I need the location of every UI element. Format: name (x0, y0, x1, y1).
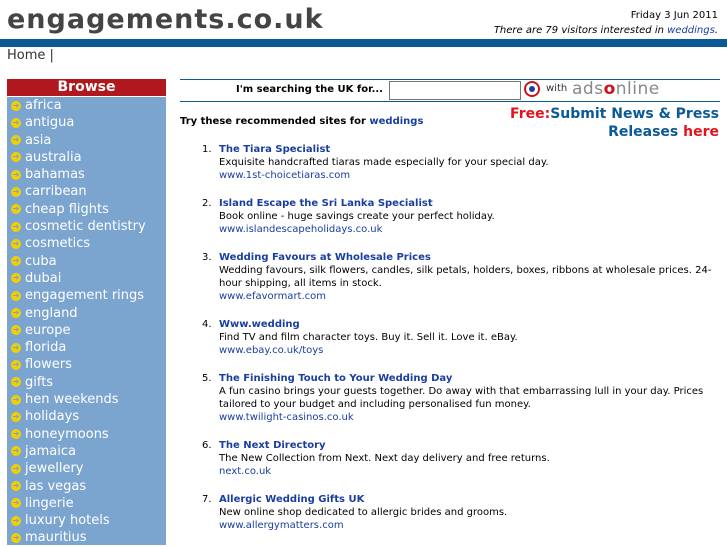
sidebar-item-label[interactable]: cheap flights (25, 201, 109, 217)
result-title-link[interactable]: Island Escape the Sri Lanka Specialist (219, 198, 433, 209)
arrow-icon: ➜ (12, 135, 20, 145)
sidebar-item[interactable] (7, 322, 166, 339)
sidebar-item-label[interactable]: carribean (25, 184, 87, 200)
result-title-link[interactable]: Wedding Favours at Wholesale Prices (219, 252, 431, 263)
result-item (180, 493, 720, 532)
sidebar-item-label[interactable]: australia (25, 149, 82, 165)
sidebar-item-label[interactable]: holidays (25, 409, 80, 425)
sidebar-item[interactable] (7, 408, 166, 425)
sidebar-item-label[interactable]: las vegas (25, 478, 87, 494)
result-item (180, 251, 720, 303)
result-title-link[interactable]: The Finishing Touch to Your Wedding Day (219, 373, 453, 384)
arrow-icon: ➜ (12, 532, 20, 542)
arrow-icon: ➜ (12, 221, 20, 231)
result-number: 7. (202, 494, 212, 505)
sidebar-item[interactable] (7, 218, 166, 235)
arrow-icon: ➜ (12, 342, 20, 352)
result-description: Exquisite handcrafted tiaras made especially for your special day. (219, 157, 549, 168)
visitor-text: There are 79 visitors interested in (493, 25, 668, 36)
site-logo[interactable]: engagements.co.uk (7, 4, 324, 35)
adsonline-logo[interactable] (572, 79, 660, 99)
sidebar-item[interactable] (7, 339, 166, 356)
sidebar-item[interactable] (7, 132, 166, 149)
sidebar-item[interactable] (7, 97, 166, 114)
sidebar-item-label[interactable]: honeymoons (25, 426, 109, 442)
header-info (494, 8, 718, 38)
visitor-period: . (714, 25, 718, 36)
category-list (7, 97, 166, 545)
sidebar-item[interactable] (7, 287, 166, 304)
sidebar-item[interactable] (7, 356, 166, 373)
result-title-link[interactable]: The Next Directory (219, 440, 326, 451)
sidebar-item[interactable] (7, 305, 166, 322)
adsonline-logo-text-2: nline (615, 79, 660, 99)
sidebar-item[interactable] (7, 235, 166, 252)
sidebar-item[interactable] (7, 478, 166, 495)
sidebar-item[interactable] (7, 391, 166, 408)
free-press-release-promo[interactable] (509, 105, 719, 141)
sidebar-item[interactable] (7, 253, 166, 270)
arrow-icon: ➜ (12, 377, 20, 387)
home-link[interactable]: Home (7, 48, 46, 63)
result-description: Book online - huge savings create your perfect holiday. (219, 211, 495, 222)
arrow-icon: ➜ (12, 446, 20, 456)
arrow-icon: ➜ (12, 186, 20, 196)
result-title-link[interactable]: Allergic Wedding Gifts UK (219, 494, 365, 505)
sidebar-item[interactable] (7, 460, 166, 477)
sidebar-item[interactable] (7, 374, 166, 391)
result-number: 1. (202, 144, 212, 155)
result-url-link[interactable]: www.efavormart.com (219, 291, 327, 302)
promo-text: Submit News & Press Releases (550, 106, 719, 140)
sidebar-item-label[interactable]: cosmetics (25, 236, 91, 252)
sidebar-item-label[interactable]: jamaica (25, 443, 76, 459)
current-date: Friday 3 Jun 2011 (630, 10, 718, 21)
sidebar-item[interactable] (7, 114, 166, 131)
sidebar-item[interactable] (7, 183, 166, 200)
result-title-link[interactable]: Www.wedding (219, 319, 300, 330)
result-url-link[interactable]: www.islandescapeholidays.co.uk (219, 224, 383, 235)
sidebar-item-label[interactable]: dubai (25, 270, 62, 286)
sidebar-item-label[interactable]: cuba (25, 253, 57, 269)
result-url-link[interactable]: next.co.uk (219, 466, 272, 477)
result-number: 2. (202, 198, 212, 209)
result-url-link[interactable]: www.ebay.co.uk/toys (219, 345, 324, 356)
sidebar-item[interactable] (7, 443, 166, 460)
result-item (180, 439, 720, 478)
result-item (180, 372, 720, 424)
result-item (180, 143, 720, 182)
sidebar-item-label[interactable]: bahamas (25, 167, 85, 183)
arrow-icon: ➜ (12, 411, 20, 421)
arrow-icon: ➜ (12, 463, 20, 473)
result-number: 6. (202, 440, 212, 451)
adsonline-target-icon[interactable] (524, 81, 540, 97)
result-number: 5. (202, 373, 212, 384)
result-number: 4. (202, 319, 212, 330)
sidebar-item[interactable] (7, 495, 166, 512)
result-description: Find TV and film character toys. Buy it. Sell it. Love it. eBay. (219, 332, 518, 343)
sidebar-item[interactable] (7, 201, 166, 218)
arrow-icon: ➜ (12, 204, 20, 214)
arrow-icon: ➜ (12, 152, 20, 162)
arrow-icon: ➜ (12, 169, 20, 179)
visitor-count (494, 23, 718, 38)
arrow-icon: ➜ (12, 481, 20, 491)
sidebar-item-label[interactable]: mauritius (25, 530, 87, 545)
with-label: with (546, 83, 568, 94)
sidebar-item-label[interactable]: antigua (25, 115, 75, 131)
result-description: New online shop dedicated to allergic brides and grooms. (219, 507, 508, 518)
sidebar-item-label[interactable]: luxury hotels (25, 513, 110, 529)
recommend-prefix: Try these recommended sites for (180, 116, 370, 127)
sidebar-item-label[interactable]: hen weekends (25, 392, 119, 408)
arrow-icon: ➜ (12, 256, 20, 266)
breadcrumb (7, 48, 54, 63)
arrow-icon: ➜ (12, 308, 20, 318)
sidebar-item[interactable] (7, 270, 166, 287)
weddings-link[interactable]: weddings (667, 25, 715, 36)
result-item (180, 197, 720, 236)
arrow-icon: ➜ (12, 273, 20, 283)
arrow-icon: ➜ (12, 498, 20, 508)
browse-heading: Browse (7, 79, 166, 97)
sidebar-item-label[interactable]: jewellery (25, 461, 84, 477)
sidebar-item-label[interactable]: lingerie (25, 495, 74, 511)
arrow-icon: ➜ (12, 100, 20, 110)
free-label: Free: (510, 106, 551, 122)
result-url-link[interactable]: www.1st-choicetiaras.com (219, 170, 351, 181)
sidebar-item[interactable] (7, 426, 166, 443)
recommend-heading (180, 116, 423, 127)
result-title-link[interactable]: The Tiara Specialist (219, 144, 331, 155)
result-url-link[interactable]: www.allergymatters.com (219, 520, 344, 531)
sidebar-item-label[interactable]: flowers (25, 357, 72, 373)
sidebar-item-label[interactable]: asia (25, 132, 52, 148)
sidebar-item[interactable] (7, 166, 166, 183)
breadcrumb-separator: | (45, 48, 54, 63)
arrow-icon: ➜ (12, 515, 20, 525)
result-number: 3. (202, 252, 212, 263)
sidebar-item-label[interactable]: engagement rings (25, 288, 145, 304)
sidebar-item[interactable] (7, 149, 166, 166)
header-divider-bar (0, 39, 727, 47)
adsonline-logo-o: o (603, 79, 616, 99)
promo-here-link[interactable]: here (683, 124, 719, 140)
arrow-icon: ➜ (12, 117, 20, 127)
sidebar-item[interactable] (7, 529, 166, 545)
result-description: The New Collection from Next. Next day delivery and free returns. (219, 453, 550, 464)
arrow-icon: ➜ (12, 359, 20, 369)
arrow-icon: ➜ (12, 394, 20, 404)
browse-sidebar (7, 79, 166, 545)
arrow-icon: ➜ (12, 429, 20, 439)
sidebar-item-label[interactable]: africa (25, 98, 62, 113)
sidebar-item[interactable] (7, 512, 166, 529)
sidebar-item-label[interactable]: england (25, 305, 78, 321)
search-label: I'm searching the UK for... (236, 84, 383, 95)
arrow-icon: ➜ (12, 238, 20, 248)
arrow-icon: ➜ (12, 290, 20, 300)
search-bar (180, 79, 720, 102)
adsonline-logo-text-1: ads (572, 79, 604, 99)
sidebar-item-label[interactable]: cosmetic dentistry (25, 219, 146, 235)
result-url-link[interactable]: www.twilight-casinos.co.uk (219, 412, 354, 423)
recommend-topic-link[interactable]: weddings (369, 116, 424, 127)
sidebar-item-label[interactable]: gifts (25, 374, 54, 390)
sidebar-item-label[interactable]: florida (25, 340, 67, 356)
result-description: A fun casino brings your guests together. Do away with that embarrassing lull in your day. Prices tailored to your budget and including personalised fun money. (219, 386, 704, 410)
result-description: Wedding favours, silk flowers, candles, silk petals, holders, boxes, ribbons at wholesale prices. 24-hour shipping, all items in stock. (219, 265, 712, 289)
results-list (180, 143, 720, 547)
result-item (180, 318, 720, 357)
arrow-icon: ➜ (12, 325, 20, 335)
sidebar-item-label[interactable]: europe (25, 322, 71, 338)
search-input[interactable] (389, 81, 521, 100)
